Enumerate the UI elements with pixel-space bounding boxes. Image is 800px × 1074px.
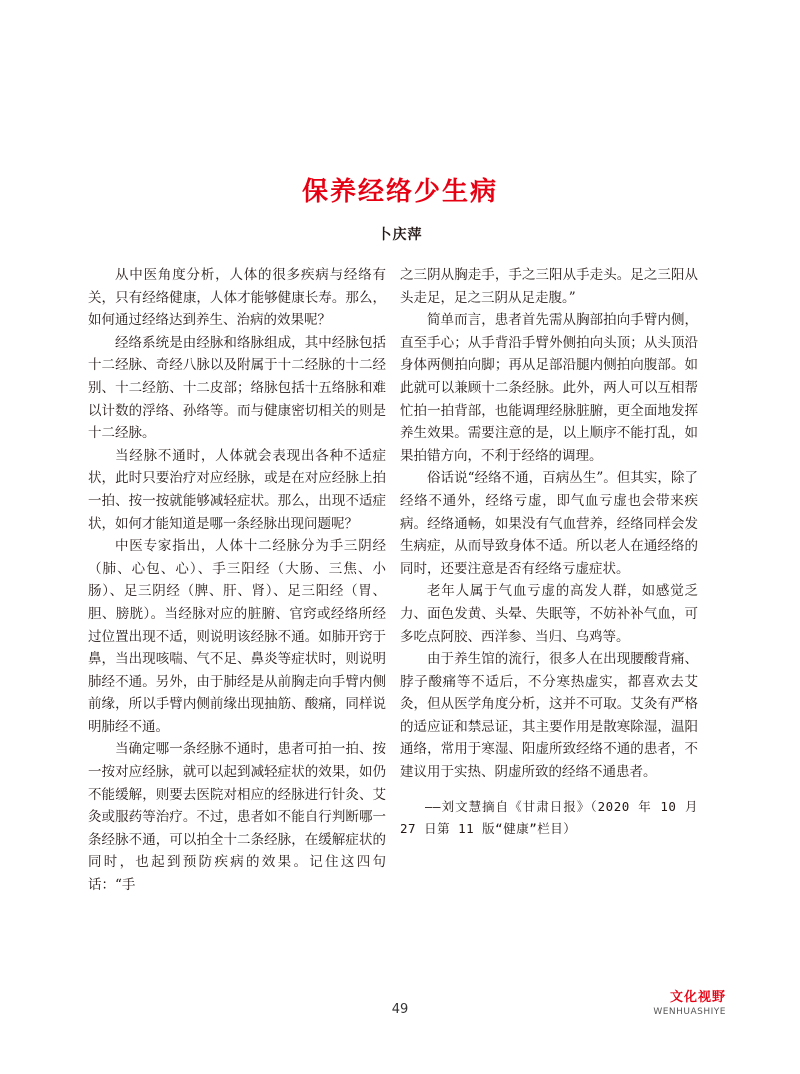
paragraph: 由于养生馆的流行，很多人在出现腰酸背痛、脖子酸痛等不适后，不分寒热虚实，都喜欢去艾灸，但从医学角度分析，这并不可取。艾灸有严格的适应证和禁忌证，其主要作用是散寒除湿，温阳通络，常用于寒湿、阳虚所致经络不通的患者，不建议用于实热、阴虚所致的经络不通患者。 [400,651,698,781]
paragraph: 中医专家指出，人体十二经脉分为手三阴经（肺、心包、心）、手三阳经（大肠、三焦、小肠）、足三阴经（脾、肝、肾）、足三阳经（胃、胆、膀胱）。当经脉对应的脏腑、官窍或经络所经过位置出现不适，则说明该经脉不通。如肺开窍于鼻，当出现咳喘、气不足、鼻炎等症状时，则说明肺经不通。另外，由于肺经是从前胸走向手臂内侧前缘，所以手臂内侧前缘出现抽筋、酸痛，同样说明肺经不通。 [88,538,386,735]
paragraph: 当经脉不通时，人体就会表现出各种不适症状，此时只要治疗对应经脉，或是在对应经脉上拍一拍、按一按就能够减轻症状。那么，出现不适症状，如何才能知道是哪一条经脉出现问题呢？ [88,447,386,532]
paragraph: 经络系统是由经脉和络脉组成，其中经脉包括十二经脉、奇经八脉以及附属于十二经脉的十二经别、十二经筋、十二皮部；络脉包括十五络脉和难以计数的浮络、孙络等。而与健康密切相关的则是十二经脉。 [88,334,386,442]
paragraph: 简单而言，患者首先需从胸部拍向手臂内侧，直至手心；从手背沿手臂外侧拍向头顶；从头顶沿身体两侧拍向脚；再从足部沿腿内侧拍向腹部。如此就可以兼顾十二条经脉。此外，两人可以互相帮忙拍一拍背部，也能调理经脉脏腑，更全面地发挥养生效果。需要注意的是，以上顺序不能打乱，如果拍错方向，不利于经络的调理。 [400,312,698,464]
brand-name-cn: 文化视野 [669,990,726,1005]
magazine-brand [653,990,726,1018]
paragraph-continued: 之三阴从胸走手，手之三阳从手走头。足之三阳从头走足，足之三阴从足走腹。” [400,267,698,306]
left-column [88,264,386,897]
source-citation: ——刘文慧摘自《甘肃日报》（2020 年 10 月 27 日第 11 版“健康”栏目） [400,798,698,836]
paragraph: 老年人属于气血亏虚的高发人群，如感觉乏力、面色发黄、头晕、失眠等，不妨补补气血，可多吃点阿胶、西洋参、当归、乌鸡等。 [400,583,698,645]
paragraph: 从中医角度分析，人体的很多疾病与经络有关，只有经络健康，人体才能够健康长寿。那么，如何通过经络达到养生、治病的效果呢？ [88,267,386,329]
brand-name-en: WENHUASHIYE [653,1007,726,1017]
paragraph: 俗话说“经络不通，百病丛生”。但其实，除了经络不通外，经络亏虚，即气血亏虚也会带来疾病。经络通畅，如果没有气血营养，经络同样会发生病症，从而导致身体不适。所以老人在通经络的同时，还要注意是否有经络亏虚症状。 [400,470,698,577]
article-title: 保养经络少生病 [301,177,498,207]
right-column [400,264,698,840]
paragraph: 当确定哪一条经脉不通时，患者可拍一拍、按一按对应经脉，就可以起到减轻症状的效果，如仍不能缓解，则要去医院对相应的经脉进行针灸、艾灸或服药等治疗。不过，患者如不能自行判断哪一条经脉不通，可以拍全十二条经脉，在缓解症状的同时，也起到预防疾病的效果。记住这四句话：“手 [88,741,386,894]
article-author: 卜庆萍 [377,227,423,243]
page-number: 49 [391,1002,409,1017]
